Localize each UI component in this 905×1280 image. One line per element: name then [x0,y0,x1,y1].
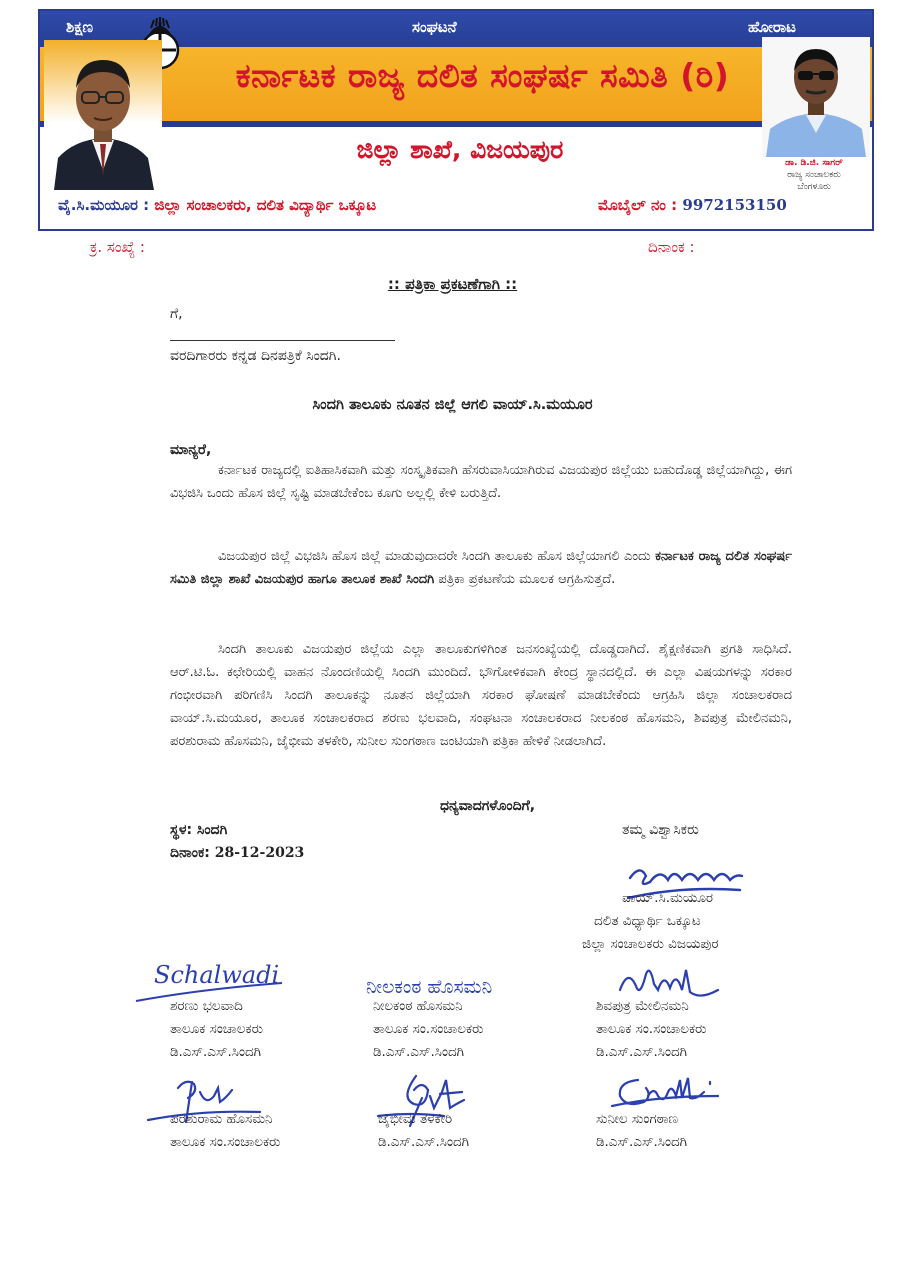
signatory-6-org: ಡಿ.ಎಸ್.ಎಸ್.ಸಿಂದಗಿ [596,1134,688,1150]
portrait-left-photo [44,40,162,190]
signatory-1 [170,995,263,1064]
signatory-3-org: ಡಿ.ಎಸ್.ಎಸ್.ಸಿಂದಗಿ [596,1044,688,1060]
date-label-header: ದಿನಾಂಕ : [648,238,695,256]
paragraph-2-text-a: ವಿಜಯಪುರ ಜಿಲ್ಲೆ ವಿಭಜಿಸಿ ಹೊಸ ಜಿಲ್ಲೆ ಮಾಡುವುದಾದರೇ ಸಿಂದಗಿ ತಾಲೂಕು ಹೊಸ ಜಿಲ್ಲೆಯಾಗಲಿ ಎಂದು [218,549,651,564]
mobile-label: ಮೊಬೈಲ್ ನಂ : [598,196,678,214]
signatory-1-name: ಶರಣು ಭಲವಾದಿ [170,998,243,1014]
signatory-1-role: ತಾಲೂಕ ಸಂಚಾಲಕರು [170,1021,264,1037]
paragraph-2-text-c: ಪತ್ರಿಕಾ ಪ್ರಕಟಣೆಯ ಮೂಲಕ ಆಗ್ರಹಿಸುತ್ತದೆ. [438,572,616,587]
signatory-4 [170,1108,280,1154]
photo-caption-city: ಬೆಂಗಳೂರು [797,182,831,192]
signatory-2-name: ನೀಲಕಂಠ ಹೊಸಮನಿ [373,998,463,1014]
mobile-number: 9972153150 [682,196,787,214]
paragraph-2 [170,545,792,591]
signatory-5-name: ಜೈಭೀಮ ತಳಕೇರಿ [378,1111,453,1127]
signatory-3 [596,995,706,1064]
signatory-3-role: ತಾಲೂಕ ಸಂ.ಸಂಚಾಲಕರು [596,1021,707,1037]
mobile-info [598,196,787,214]
divider [40,121,872,127]
signatory-2-org: ಡಿ.ಎಸ್.ಎಸ್.ಸಿಂದಗಿ [373,1044,465,1060]
motto-agitate: ಹೋರಾಟ [748,18,796,36]
date-line-label: ದಿನಾಂಕ: [170,845,210,861]
salutation: ಮಾನ್ಯರೆ, [170,442,212,458]
organization-title: ಕರ್ನಾಟಕ ರಾಜ್ಯ ದಲಿತ ಸಂಘರ್ಷ ಸಮಿತಿ (ರಿ) [235,56,730,95]
signatory-5-org: ಡಿ.ಎಸ್.ಎಸ್.ಸಿಂದಗಿ [378,1134,470,1150]
signatory-4-role: ತಾಲೂಕ ಸಂ.ಸಂಚಾಲಕರು [170,1134,281,1150]
date-line-value: 28-12-2023 [214,845,305,861]
press-release-heading: :: ಪತ್ರಿಕಾ ಪ್ರಕಟಣೆಗಾಗಿ :: [387,275,518,293]
coordinator-info [58,196,376,214]
coordinator-name: ವೈ.ಸಿ.ಮಯೂರ : [58,196,150,214]
photo-caption-name: ಡಾ. ಡಿ.ಜಿ. ಸಾಗರ್ [785,158,843,168]
signatory-4-name: ಪರಶುರಾಮ ಹೊಸಮನಿ [170,1111,273,1127]
portrait-right-photo [762,37,870,157]
branch-subtitle: ಜಿಲ್ಲಾ ಶಾಖೆ, ವಿಜಯಪುರ [356,135,564,164]
thanks-line: ಧನ್ಯವಾದಗಳೊಂದಿಗೆ, [440,798,536,814]
signature-1-handwriting: Schalwadi [154,961,280,989]
signatory-6 [596,1108,687,1154]
reference-number-label: ಕ್ರ. ಸಂಖ್ಯೆ : [90,238,145,256]
recipient-address: ವರದಿಗಾರರು ಕನ್ನಡ ದಿನಪತ್ರಿಕೆ ಸಿಂದಗಿ. [170,348,341,364]
to-label: ಗೆ, [170,306,183,322]
motto-organize: ಸಂಘಟನೆ [412,18,457,36]
signatory-main-line2: ದಲಿತ ವಿಧ್ಯಾರ್ಥಿ ಒಕ್ಕೂಟ [594,913,701,929]
signatory-2 [373,995,483,1064]
signatory-main [582,887,719,956]
signatory-1-org: ಡಿ.ಎಸ್.ಎಸ್.ಸಿಂದಗಿ [170,1044,262,1060]
signature-2-handwriting: ನೀಲಕಂಠ ಹೊಸಮನಿ [366,976,493,998]
yours-faithfully: ತಮ್ಮ ವಿಶ್ವಾಸಿಕರು [622,822,699,838]
paragraph-2-organization: ಕರ್ನಾಟಕ ರಾಜ್ಯ ದಲಿತ ಸಂಘರ್ಷ ಸಮಿತಿ ಜಿಲ್ಲಾ ಶಾಖೆ ವಿಜಯಪುರ ಹಾಗೂ ತಾಲೂಕ ಶಾಖೆ ಸಿಂದಗಿ [170,549,792,587]
signatory-main-name: ವಾಯ್.ಸಿ.ಮಯೂರ [622,890,714,906]
date-line [170,845,304,861]
photo-caption-role: ರಾಜ್ಯ ಸಂಚಾಲಕರು [787,170,841,180]
coordinator-role: ಜಿಲ್ಲಾ ಸಂಚಾಲಕರು, ದಲಿತ ವಿದ್ಯಾರ್ಥಿ ಒಕ್ಕೂಟ [154,196,377,214]
place-line: ಸ್ಥಳ: ಸಿಂದಗಿ [170,822,228,838]
motto-education: ಶಿಕ್ಷಣ [66,18,93,36]
signatory-2-role: ತಾಲೂಕ ಸಂ.ಸಂಚಾಲಕರು [373,1021,484,1037]
paragraph-1: ಕರ್ನಾಟಕ ರಾಜ್ಯದಲ್ಲಿ ಐತಿಹಾಸಿಕವಾಗಿ ಮತ್ತು ಸಂಸ್ಕೃತಿಕವಾಗಿ ಹೆಸರುವಾಸಿಯಾಗಿರುವ ವಿಜಯಪುರ ಜಿಲ್ಲೆಯು ಬಹುದೊಡ್ಡ ಜಿಲ್ಲೆಯಾಗಿದ್ದು, ಈಗ ವಿಭಜಿಸಿ ಒಂದು ಹೊಸ ಜಿಲ್ಲೆ ಸೃಷ್ಟಿ ಮಾಡಬೇಕೆಂಬ ಕೂಗು ಅಲ್ಲಲ್ಲಿ ಕೇಳಿ ಬರುತ್ತಿದೆ. [170,463,792,501]
photo-caption [755,157,873,193]
paragraph-3: ಸಿಂದಗಿ ತಾಲೂಕು ವಿಜಯಪುರ ಜಿಲ್ಲೆಯ ಎಲ್ಲಾ ತಾಲೂಕುಗಳಿಗಿಂತ ಜನಸಂಖ್ಯೆಯಲ್ಲಿ ದೊಡ್ಡದಾಗಿದೆ. ಶೈಕ್ಷಣಿಕವಾಗಿ ಪ್ರಗತಿ ಸಾಧಿಸಿದೆ. ಆರ್.ಟಿ.ಓ. ಕಛೇರಿಯಲ್ಲಿ ವಾಹನ ನೊಂದಣಿಯಲ್ಲಿ ಸಿಂದಗಿ ಮುಂದಿದೆ. ಭೌಗೋಳಿಕವಾಗಿ ಕೇಂದ್ರ ಸ್ಥಾನದಲ್ಲಿದೆ. ಈ ಎಲ್ಲಾ ವಿಷಯಗಳನ್ನು ಸರಕಾರ ಗಂಭೀರವಾಗಿ ಪರಿಗಣಿಸಿ ಸಿಂದಗಿ ತಾಲೂಕನ್ನು ನೂತನ ಜಿಲ್ಲೆಯಾಗಿ ಸರಕಾರ ಘೋಷಣೆ ಮಾಡಬೇಕೆಂದು ಆಗ್ರಹಿಸಿ ಜಿಲ್ಲಾ ಸಂಚಾಲಕರಾದ ವಾಯ್.ಸಿ.ಮಯೂರ, ತಾಲೂಕ ಸಂಚಾಲಕರಾದ ಶರಣು ಭಲವಾದಿ, ಸಂಘಟನಾ ಸಂಚಾಲಕರಾದ ನೀಲಕಂಠ ಹೊಸಮನಿ, ಶಿವಪುತ್ರ ಮೇಲಿನಮನಿ, ಪರಶುರಾಮ ಹೊಸಮನಿ, ಜೈಭೀಮ ತಳಕೇರಿ, ಸುನೀಲ ಸುಂಗಠಾಣ ಜಂಟಿಯಾಗಿ ಪತ್ರಿಕಾ ಹೇಳಿಕೆ ನೀಡಲಾಗಿದೆ. [170,642,792,749]
signatory-6-name: ಸುನೀಲ ಸುಂಗಠಾಣ [596,1111,679,1127]
signatory-main-line3: ಜಿಲ್ಲಾ ಸಂಚಾಲಕರು ವಿಜಯಪುರ [582,936,719,952]
signatory-5 [378,1108,469,1154]
subject-line: ಸಿಂದಗಿ ತಾಲೂಕು ನೂತನ ಜಿಲ್ಲೆ ಆಗಲಿ ವಾಯ್.ಸಿ.ಮಯೂರ [312,397,593,413]
signatory-3-name: ಶಿವಪುತ್ರ ಮೇಲಿನಮನಿ [596,998,689,1014]
address-line [170,340,395,341]
